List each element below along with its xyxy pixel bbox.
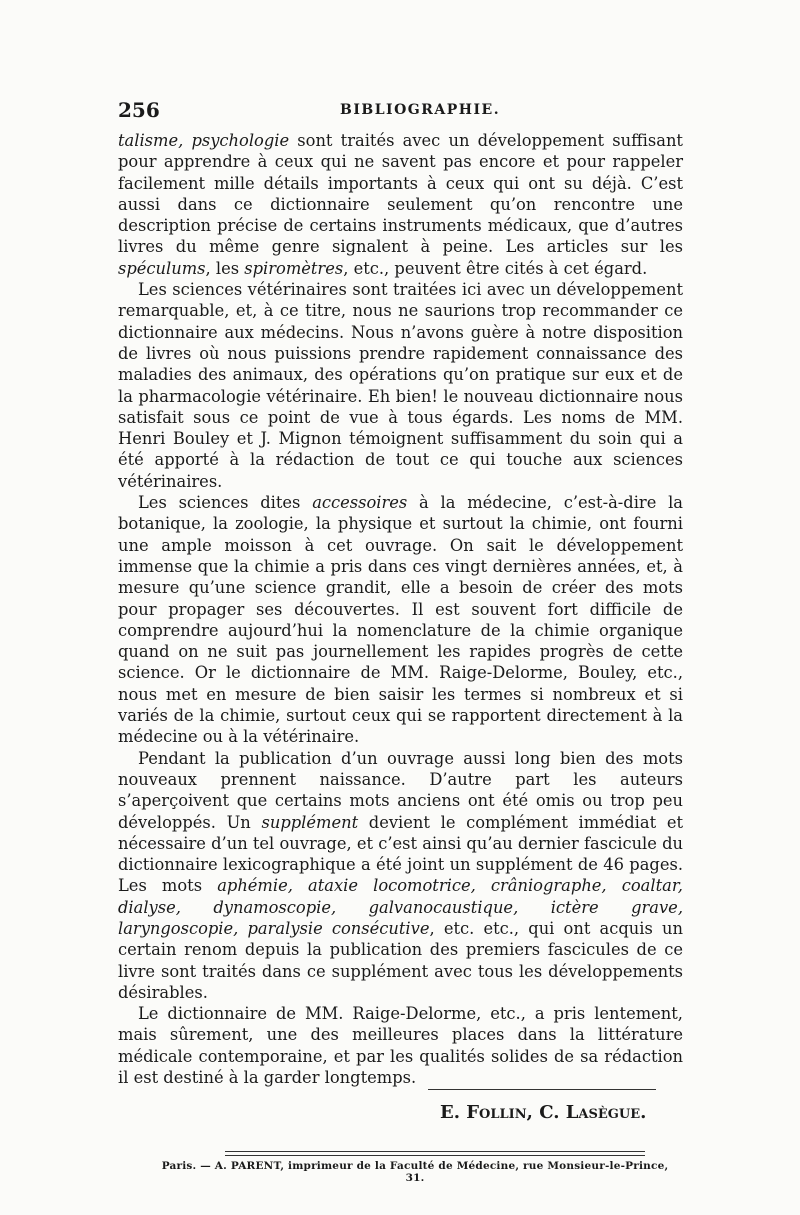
text-run: Les sciences dites [138,493,313,513]
italic-term: supplément [261,812,359,832]
paragraph-4 [118,748,683,1004]
text-run: , etc., peuvent être cités à cet égard. [343,258,648,278]
text-run: à la médecine, c’est-à-dire la botanique, la zoologie, la physique et surtout la chimie, ont fourni une ample moisson à cet ouvrage. On sait le développement immense que la chimie a pris dans ces vingt dernières années, et, à mesure qu’une science grandit, elle a besoin de créer des mots pour propager ses découvertes. Il est souvent fort difficile de comprendre aujourd’hui la nomenclature de la chimie organique quand on ne suit pas journellement les rapides progrès de cette science. Or le dictionnaire de MM. Raige-Delorme, Bouley, etc., nous met en mesure de bien saisir les termes si nombreux et si variés de la chimie, surtout ceux qui se rapportent directement à la médecine ou à la vétérinaire. [118,493,684,747]
text-run: devient le complément immédiat et nécessaire d’un tel ouvrage, et c’est ainsi qu’au dernier fascicule du dictionnaire lexicographique a été joint un supplément de 46 pages. Les mots [118,812,683,896]
text-run: sont traités avec un développement suffisant pour apprendre à ceux qui ne savent pas encore et pour rappeler facilement mille détails importants à ceux qui ont su déjà. C’est aussi dans ce dictionnaire seulement qu’on rencontre une description précise de certains instruments médicaux, que d’autres livres du même genre signalent à peine. Les articles sur les [118,131,683,257]
signature-second-surname: Lasègue. [565,1102,647,1123]
italic-term: talisme, psychologie [118,131,290,150]
text-run: Le dictionnaire de MM. Raige-Delorme, etc., a pris lentement, mais sûrement, une des meilleures places dans la littérature médicale contemporaine, et par les qualités solides de sa rédaction il est destiné à la garder longtemps. [118,1004,683,1088]
signature-first-surname: Follin, [466,1102,533,1123]
printer-imprint: Paris. — A. PARENT, imprimeur de la Faculté de Médecine, rue Monsieur-le-Prince, 31. [161,1160,669,1184]
paragraph-1 [118,130,683,279]
signature-second-initial: C. [539,1102,560,1123]
signature-first-initial: E. [440,1102,460,1123]
signature [440,1102,670,1123]
page-number: 256 [118,98,160,122]
text-run: Pendant la publication d’un ouvrage aussi long bien des mots nouveaux prennent naissance. D’autre part les auteurs s’aperçoivent que certains mots anciens ont été omis ou trop peu développés. Un [118,748,683,832]
paragraph-3 [118,492,683,748]
italic-term: accessoires [312,493,408,513]
body-text [118,130,683,1088]
text-run: , les [205,258,245,278]
running-head [118,98,683,122]
paragraph-2 [118,279,683,492]
signature-rule [428,1089,656,1090]
italic-term: aphémie, ataxie locomotrice, crâniographe, coaltar, dialyse, dynamoscopie, galvanocaustique, ictère grave, laryngoscopie, paralysie consécutive [118,876,683,938]
text-run: , etc. etc., qui ont acquis un certain renom depuis la publication des premiers fascicules de ce livre sont traités dans ce supplément avec tous les développements désirables. [118,918,683,1002]
paragraph-5 [118,1003,683,1088]
text-run: Les sciences vétérinaires sont traitées ici avec un développement remarquable, et, à ce titre, nous ne saurions trop recommander ce dictionnaire aux médecins. Nous n’avons guère à notre disposition de livres où nous puissions prendre rapidement connaissance des maladies des animaux, des opérations qu’on pratique sur eux et de la pharmacologie vétérinaire. Eh bien! le nouveau dictionnaire nous satisfait sous ce point de vue à tous égards. Les noms de MM. Henri Bouley et J. Mignon témoignent suffisamment du soin qui a été apporté à la rédaction de tout ce qui touche aux sciences vétérinaires. [118,280,683,491]
footer-rule [225,1151,645,1156]
italic-term: spiromètres [244,258,344,278]
italic-term: spéculums [118,258,206,278]
running-title: BIBLIOGRAPHIE. [340,102,501,118]
